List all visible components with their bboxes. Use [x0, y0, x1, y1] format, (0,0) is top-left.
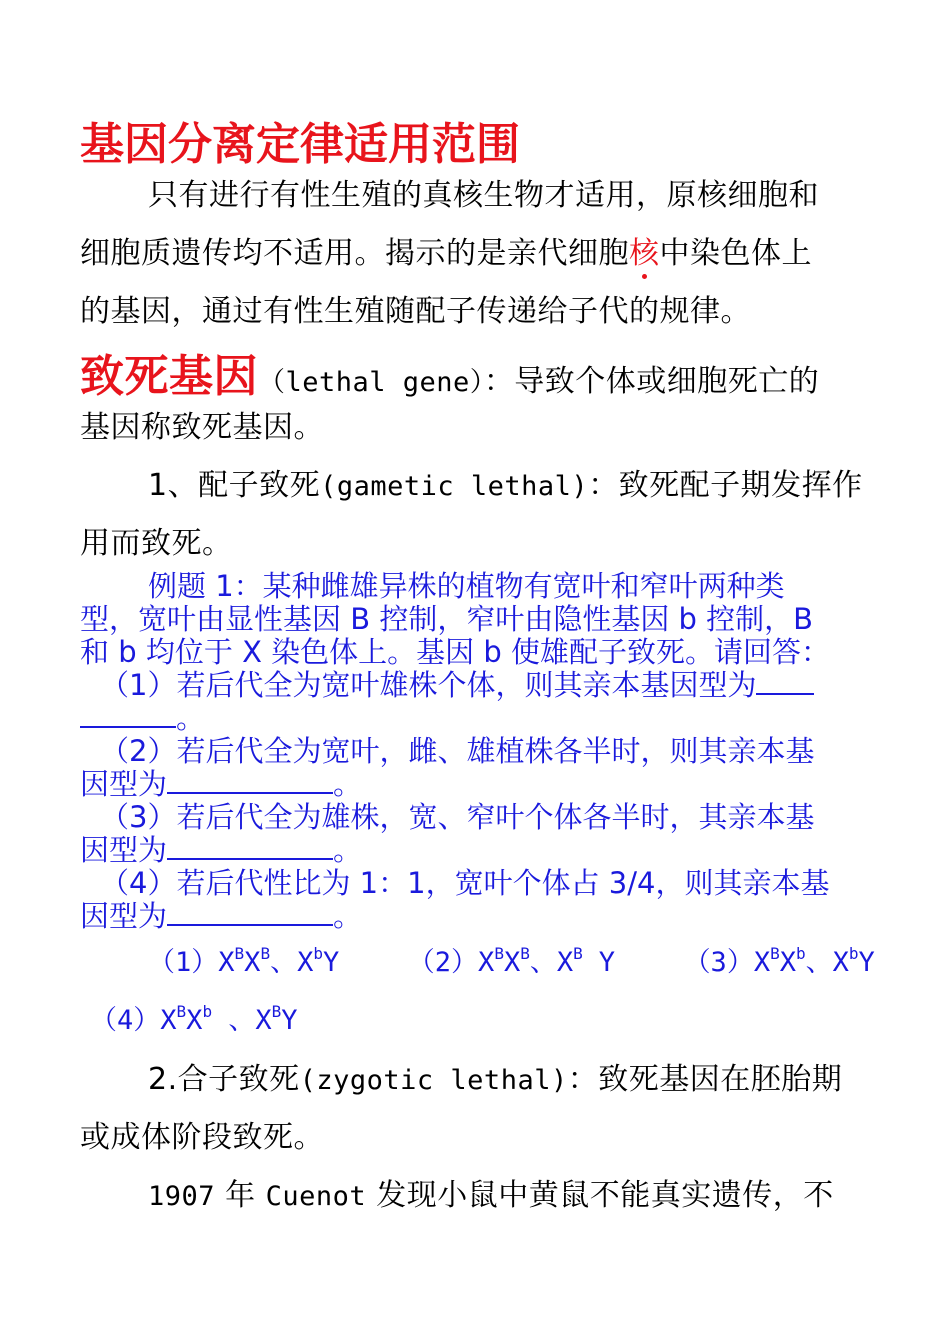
year-text: 1907: [148, 1181, 216, 1212]
paragraph-line: [148, 1054, 842, 1098]
example-line: 和 b 均位于 X 染色体上。基因 b 使雄配子致死。请回答：: [80, 635, 830, 669]
english-term: (gametic lethal): [320, 471, 589, 502]
answer-2: $(2)X^BX^B$、$X^B$ Y: [407, 944, 616, 978]
text-span: 1、配子致死: [148, 468, 321, 503]
example-line: 例题 1：某种雌雄异株的植物有宽叶和窄叶两种类: [148, 569, 785, 603]
paragraph-line: 基因称致死基因。: [80, 410, 324, 445]
question-4-cont: [80, 894, 362, 935]
answers-line-1: [148, 940, 875, 979]
question-text: 因型为: [80, 833, 168, 867]
question-text: （1）若后代全为宽叶雄株个体，则其亲本基因型为: [100, 668, 757, 702]
section-title-segregation-law: 基因分离定律适用范围: [80, 119, 520, 170]
text-span: ：致死基因在胚胎期: [567, 1062, 843, 1097]
question-2: （2）若后代全为宽叶，雌、雄植株各半时，则其亲本基: [100, 734, 815, 768]
paragraph-line: [80, 228, 812, 272]
paragraph-line: 的基因，通过有性生殖随配子传递给子代的规律。: [80, 294, 751, 329]
person-name: Cuenot: [265, 1181, 367, 1212]
text-span: ：导致个体或细胞死亡的: [483, 364, 820, 399]
question-4: （4）若后代性比为 1：1，宽叶个体占 3/4，则其亲本基: [100, 866, 830, 900]
answer-blank[interactable]: [80, 700, 176, 728]
emphasis-char: 核: [629, 236, 660, 271]
question-1: [100, 663, 814, 704]
answer-4: $(4)X^BX^b$ 、$X^BY$: [90, 1002, 298, 1036]
answer-blank[interactable]: [756, 667, 814, 695]
paragraph-line: [148, 460, 863, 504]
answer-blank[interactable]: [167, 898, 333, 926]
question-text: 。: [333, 767, 363, 801]
text-span: 年: [215, 1178, 266, 1213]
question-text: 。: [333, 899, 363, 933]
paragraph-line: [148, 1170, 834, 1214]
paragraph-line: 或成体阶段致死。: [80, 1120, 324, 1155]
lethal-gene-heading-line: [80, 340, 819, 404]
text-span: ：致死配子期发挥作: [588, 468, 863, 503]
paragraph-line: 用而致死。: [80, 526, 233, 561]
example-line: 型，宽叶由显性基因 B 控制，窄叶由隐性基因 b 控制，B: [80, 602, 814, 636]
text-span: 中染色体上: [659, 236, 812, 271]
answers-line-2: [90, 998, 298, 1037]
answer-1: $(1)X^BX^B$、$X^bY$: [148, 944, 340, 978]
paragraph-line: 只有进行有性生殖的真核生物才适用，原核细胞和: [148, 178, 819, 213]
text-span: 2.合子致死: [148, 1062, 300, 1097]
answer-3: $(3)X^BX^b$、$X^bY$: [683, 944, 875, 978]
question-3: （3）若后代全为雄株，宽、窄叶个体各半时，其亲本基: [100, 800, 815, 834]
question-text: 因型为: [80, 767, 168, 801]
section-title-lethal-gene: 致死基因: [80, 351, 258, 402]
text-span: 发现小鼠中黄鼠不能真实遗传，不: [366, 1178, 834, 1213]
text-span: 细胞质遗传均不适用。揭示的是亲代细胞: [80, 236, 629, 271]
answer-blank[interactable]: [167, 832, 333, 860]
english-term: （lethal gene）: [258, 367, 484, 398]
question-text: 。: [176, 701, 206, 735]
question-text: 。: [333, 833, 363, 867]
answer-blank[interactable]: [167, 766, 333, 794]
question-text: 因型为: [80, 899, 168, 933]
english-term: (zygotic lethal): [299, 1065, 568, 1096]
